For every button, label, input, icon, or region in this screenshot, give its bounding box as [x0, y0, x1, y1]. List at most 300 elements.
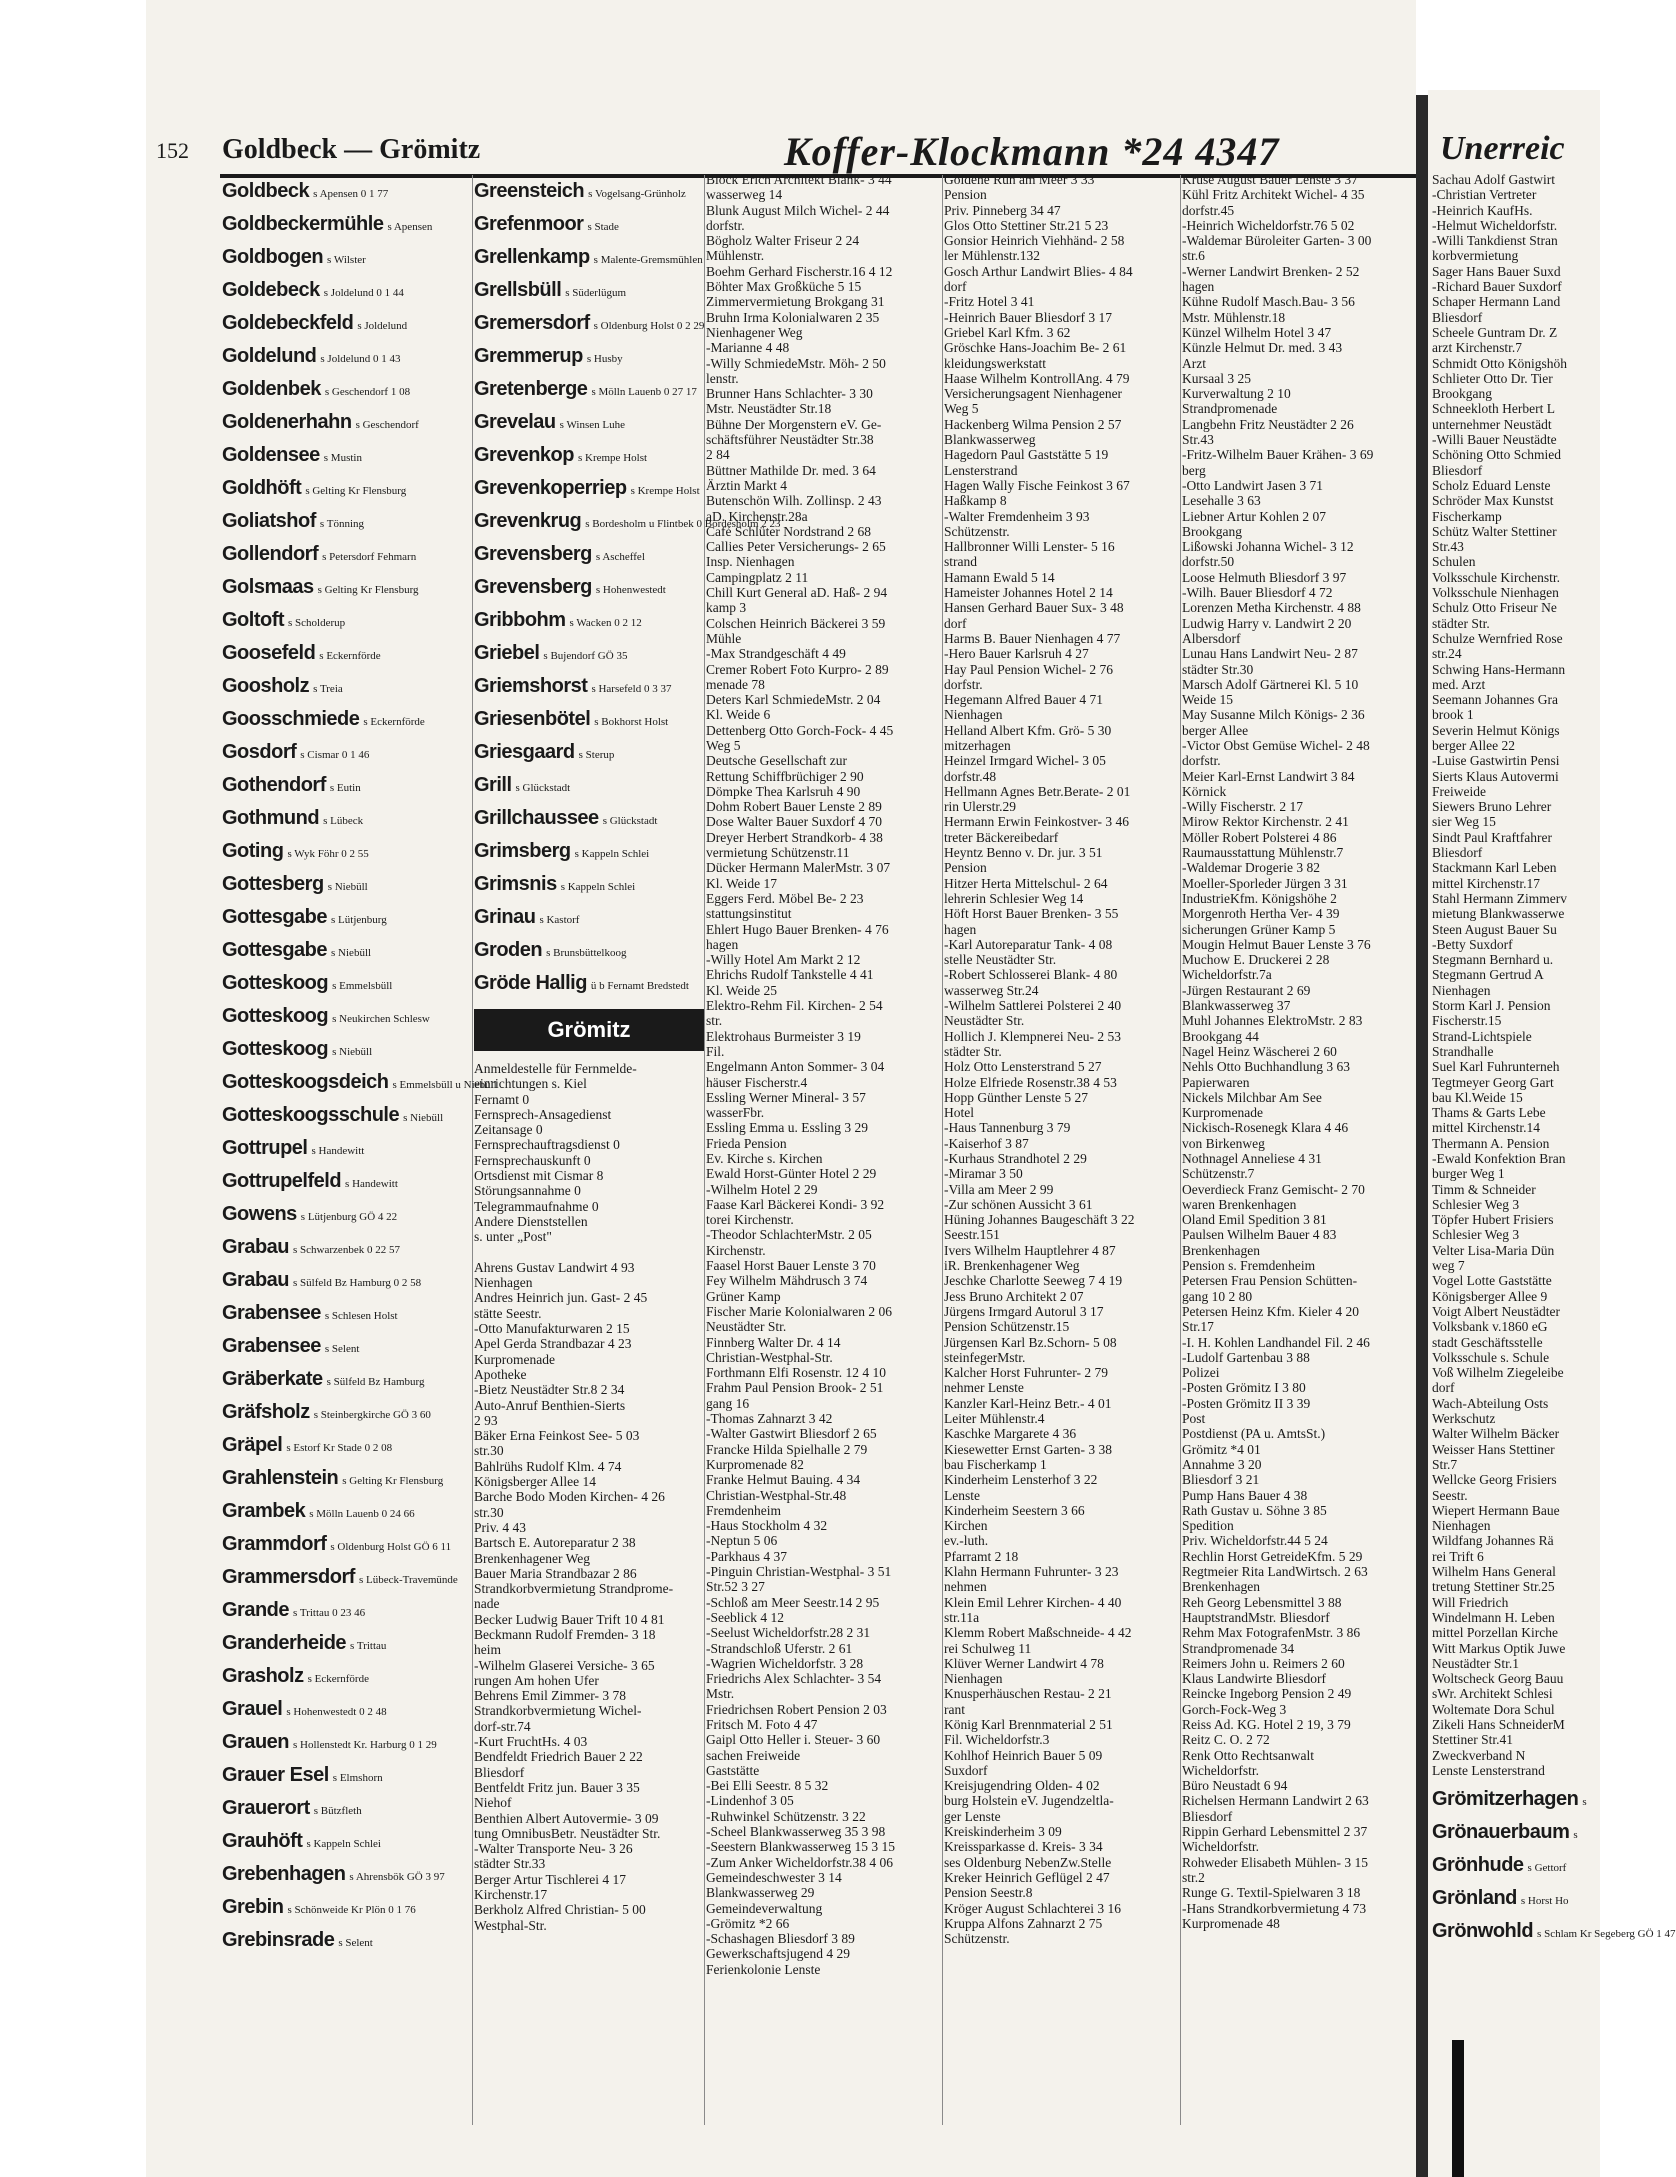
place-detail: s Malente-Gremsmühlen — [593, 254, 703, 266]
place-detail: s Hohenwestedt 0 2 48 — [286, 1706, 387, 1718]
listing-entry: Campingplatz 2 11 — [706, 569, 809, 585]
listing-entry: Bahlrühs Rudolf Klm. 4 74 — [474, 1458, 622, 1474]
place-entry — [222, 213, 472, 238]
place-name: Grevelau — [474, 411, 556, 433]
listing-entry: -Walter Fremdenheim 3 93 — [944, 508, 1090, 524]
listing-entry: Zeitansage 0 — [474, 1122, 543, 1138]
listing-entry: dorfstr. — [944, 676, 983, 692]
place-entry — [474, 774, 704, 799]
listing-entry: kleidungswerkstatt — [944, 355, 1046, 371]
listing-entry: stattungsinstitut — [706, 906, 792, 922]
place-name: Grasholz — [222, 1665, 304, 1687]
listing-entry: Seestr. — [1432, 1487, 1468, 1503]
listing-entry: str.30 — [474, 1504, 504, 1520]
place-entry — [222, 939, 472, 964]
listing-entry: berger Allee 22 — [1432, 737, 1515, 753]
listing-entry: waren Brenkenhagen — [1182, 1196, 1297, 1212]
place-name: Grinau — [474, 906, 536, 928]
listing-entry: -Christian Vertreter — [1432, 187, 1537, 203]
listing-entry: Eggers Ferd. Möbel Be- 2 23 — [706, 890, 864, 906]
place-name: Goltoft — [222, 609, 285, 631]
listing-entry: Deutsche Gesellschaft zur — [706, 753, 847, 769]
listing-entry: Zweckverband N — [1432, 1747, 1526, 1763]
listing-entry: Weg 5 — [706, 737, 741, 753]
listing-entry: -Schashagen Bliesdorf 3 89 — [706, 1931, 855, 1947]
listing-entry: -Bei Elli Seestr. 8 5 32 — [706, 1778, 829, 1794]
place-name: Grammdorf — [222, 1533, 327, 1555]
listing-entry: bau Kl.Weide 15 — [1432, 1089, 1523, 1105]
listing-entry: -Willy Hotel Am Markt 2 12 — [706, 952, 861, 968]
listing-entry: -Robert Schlosserei Blank- 4 80 — [944, 967, 1118, 983]
place-entry — [474, 279, 704, 304]
listing-entry: hagen — [1182, 279, 1215, 295]
listing-entry: Mirow Rektor Kirchenstr. 2 41 — [1182, 814, 1349, 830]
listing-entry: Essling Werner Mineral- 3 57 — [706, 1089, 866, 1105]
place-name: Gremmerup — [474, 345, 583, 367]
listing-entry: wasserweg Str.24 — [944, 982, 1039, 998]
listing-entry: Kurpromenade 48 — [1182, 1915, 1280, 1931]
listing-entry: Volksschule Kirchenstr. — [1432, 569, 1560, 585]
listing-entry: Cremer Robert Foto Kurpro- 2 89 — [706, 661, 889, 677]
listing-entry: -Posten Grömitz I 3 80 — [1182, 1380, 1306, 1396]
place-detail: s Oldenburg Holst 0 2 29 — [593, 320, 705, 332]
listing-entry: -Luise Gastwirtin Pensi — [1432, 753, 1560, 769]
place-name: Grimsnis — [474, 873, 557, 895]
listing-entry: -Ewald Konfektion Bran — [1432, 1151, 1566, 1166]
listing-entry: Seemann Johannes Gra — [1432, 692, 1558, 708]
listing-entry: Weisser Hans Stettiner — [1432, 1441, 1555, 1457]
listing-entry: Brenkenhagen — [1182, 1242, 1260, 1258]
place-name: Grevensberg — [474, 543, 592, 565]
listing-entry: Hamann Ewald 5 14 — [944, 569, 1055, 585]
listing-entry: -Willy Fischerstr. 2 17 — [1182, 799, 1303, 815]
listing-entry: Holze Elfriede Rosenstr.38 4 53 — [944, 1074, 1117, 1090]
listing-entry: Pension — [944, 187, 987, 203]
listing-entry: -Zur schönen Aussicht 3 61 — [944, 1196, 1093, 1212]
place-detail: s Lütjenburg — [331, 914, 387, 926]
listing-entry: Marsch Adolf Gärtnerei Kl. 5 10 — [1182, 676, 1359, 692]
place-detail: s Sterup — [578, 749, 615, 761]
listing-entry: Kaschke Margarete 4 36 — [944, 1426, 1077, 1442]
place-detail: s Tönning — [319, 518, 364, 530]
listing-entry: Francke Hilda Spielhalle 2 79 — [706, 1441, 868, 1457]
place-name: Grambek — [222, 1500, 306, 1522]
listing-entry: Ärztin Markt 4 — [706, 477, 787, 493]
listing-entry: Butenschön Wilh. Zollinsp. 2 43 — [706, 493, 882, 509]
listing-entry: dorf — [944, 615, 967, 631]
listing-entry: Post — [1182, 1411, 1206, 1427]
listing-entry: Jess Bruno Architekt 2 07 — [944, 1288, 1084, 1304]
listing-entry: städter Str.33 — [474, 1856, 546, 1872]
listing-entry: arzt Kirchenstr.7 — [1432, 340, 1522, 356]
place-entry — [474, 708, 704, 733]
listing-entry: Brookgang — [1432, 386, 1492, 402]
place-entry — [222, 1467, 472, 1492]
place-entry — [222, 444, 472, 469]
listing-entry: -Richard Bauer Suxdorf — [1432, 279, 1562, 295]
listing-entry: Hellmann Agnes Betr.Berate- 2 01 — [944, 783, 1131, 799]
listing-entry: Arzt — [1182, 355, 1206, 371]
listing-entry: Becker Ludwig Bauer Trift 10 4 81 — [474, 1611, 665, 1627]
listing-entry: Elektro-Rehm Fil. Kirchen- 2 54 — [706, 998, 883, 1014]
listing-entry: Mougin Helmut Bauer Lenste 3 76 — [1182, 936, 1371, 952]
listing-entry: Schlesier Weg 3 — [1432, 1196, 1520, 1212]
listing-entry: Beckmann Rudolf Fremden- 3 18 — [474, 1626, 656, 1642]
listing-entry: -Lindenhof 3 05 — [706, 1793, 794, 1809]
place-name: Grömitzerhagen — [1432, 1788, 1579, 1811]
place-name: Goliatshof — [222, 510, 316, 532]
listing-entry: sachen Freiweide — [706, 1747, 801, 1763]
listing-entry: Heyntz Benno v. Dr. jur. 3 51 — [944, 845, 1103, 861]
place-detail: s Niebüll — [403, 1112, 444, 1124]
listing-entry: Neustädter Str. — [944, 1013, 1025, 1029]
place-name: Gotteskoogsdeich — [222, 1071, 389, 1093]
listing-entry: Str.43 — [1432, 539, 1464, 555]
place-name: Grönauerbaum — [1432, 1821, 1570, 1844]
listing-entry: dorfstr. — [706, 217, 745, 233]
listing-entry: Klahn Hermann Fuhrunter- 3 23 — [944, 1564, 1119, 1580]
place-name: Gotteskoog — [222, 1038, 329, 1060]
place-entry — [222, 510, 472, 535]
listing-entry: städter Str.30 — [1182, 661, 1254, 677]
listing-entry: Kinderheim Seestern 3 66 — [944, 1502, 1085, 1518]
listing-entry: Dettenberg Otto Gorch-Fock- 4 45 — [706, 722, 894, 738]
listing-entry: Wellcke Georg Frisiers — [1432, 1472, 1557, 1488]
listing-entry: Paulsen Wilhelm Bauer 4 83 — [1182, 1227, 1337, 1243]
place-entry — [222, 642, 472, 667]
place-entry — [222, 1929, 472, 1954]
listing-entry: rei Trift 6 — [1432, 1548, 1484, 1564]
place-entry — [222, 1005, 472, 1030]
listing-entry: Wildfang Johannes Rä — [1432, 1533, 1554, 1549]
listing-entry: Lesehalle 3 63 — [1182, 493, 1261, 509]
place-name: Grabensee — [222, 1335, 321, 1357]
place-entry — [222, 1104, 472, 1129]
listing-entry: Grüner Kamp — [706, 1288, 781, 1304]
listing-entry: Helland Albert Kfm. Grö- 5 30 — [944, 722, 1112, 738]
listing-entry: Gewerkschaftsjugend 4 29 — [706, 1946, 850, 1962]
listing-entry: Böhter Max Großküche 5 15 — [706, 279, 862, 295]
listing-entry: Runge G. Textil-Spielwaren 3 18 — [1182, 1885, 1361, 1901]
place-name: Goldebeckfeld — [222, 312, 354, 334]
listing-entry: nehmer Lenste — [944, 1380, 1024, 1396]
listing-entry: Woltemate Dora Schul — [1432, 1701, 1555, 1717]
listing-entry: Stackmann Karl Leben — [1432, 860, 1557, 876]
listing-entry: Postdienst (PA u. AmtsSt.) — [1182, 1426, 1326, 1442]
listing-entry: Colschen Heinrich Bäckerei 3 59 — [706, 615, 886, 631]
listing-entry: Königsberger Allee 14 — [474, 1474, 596, 1490]
place-name: Gräpel — [222, 1434, 283, 1456]
listing-entry: Reiss Ad. KG. Hotel 2 19, 3 79 — [1182, 1716, 1351, 1732]
place-entry — [474, 576, 704, 601]
place-name: Goldelund — [222, 345, 317, 367]
header-advertisement: Koffer-Klockmann *24 4347 — [784, 129, 1280, 174]
place-name: Golsmaas — [222, 576, 314, 598]
place-name: Griesgaard — [474, 741, 575, 763]
listing-entry: gang 10 2 80 — [1182, 1288, 1253, 1304]
listing-entry: nehmen — [944, 1579, 987, 1595]
listing-entry: Pension Schützenstr.15 — [944, 1319, 1070, 1335]
listing-entry: einrichtungen s. Kiel — [474, 1076, 587, 1092]
place-entry — [222, 840, 472, 865]
place-detail: s Ascheffel — [595, 551, 645, 563]
listing-entry: med. Arzt — [1432, 676, 1486, 692]
listing-entry: Bliesdorf — [1432, 309, 1483, 325]
listing-entry: Renk Otto Rechtsanwalt — [1182, 1747, 1314, 1763]
listing-entry: stelle Neustädter Str. — [944, 952, 1057, 968]
listing-entry: Muchow E. Druckerei 2 28 — [1182, 952, 1330, 968]
place-detail: s Bordesholm u Flintbek 0 Bordesholm 2 23 — [585, 518, 781, 530]
listing-entry: Brenkenhagen — [1182, 1579, 1260, 1595]
place-detail: s Gelting Kr Flensburg — [305, 485, 407, 497]
place-entry — [222, 807, 472, 832]
listing-entry: Steen August Bauer Su — [1432, 921, 1557, 937]
listing-entry: wasserweg 14 — [706, 187, 783, 203]
listing-entry: Schaper Hermann Land — [1432, 294, 1561, 310]
place-name: Gowens — [222, 1203, 297, 1225]
place-entry — [222, 873, 472, 898]
listing-entry: Sindt Paul Kraftfahrer — [1432, 829, 1552, 845]
listing-entry: Faase Karl Bäckerei Kondi- 3 92 — [706, 1196, 885, 1212]
listing-entry: -Ruhwinkel Schützenstr. 3 22 — [706, 1808, 866, 1824]
listing-entry: Spedition — [1182, 1518, 1234, 1534]
listing-entry: Barche Bodo Moden Kirchen- 4 26 — [474, 1489, 665, 1505]
listing-entry: dorfstr.50 — [1182, 554, 1235, 570]
listing-entry: Faasel Horst Bauer Lenste 3 70 — [706, 1258, 876, 1274]
listing-entry: Woltscheck Georg Bauu — [1432, 1671, 1564, 1687]
listing-entry: Witt Markus Optik Juwe — [1432, 1640, 1566, 1656]
listing-entry: Pump Hans Bauer 4 38 — [1182, 1487, 1308, 1503]
listing-entry: Kurpromenade 82 — [706, 1456, 804, 1472]
place-entry — [222, 774, 472, 799]
listing-entry: ger Lenste — [944, 1808, 1001, 1824]
place-detail: s Schlesen Holst — [324, 1310, 398, 1322]
place-detail: s Trittau — [350, 1640, 387, 1652]
listing-entry: Mstr. — [706, 1686, 735, 1702]
place-name: Grill — [474, 774, 512, 796]
listing-entry: Rehm Max FotografenMstr. 3 86 — [1182, 1625, 1361, 1641]
listing-entry: häuser Fischerstr.4 — [706, 1074, 808, 1090]
place-detail: s Mustin — [323, 452, 362, 464]
place-entry — [222, 906, 472, 931]
listing-entry: Frahm Paul Pension Brook- 2 51 — [706, 1380, 884, 1396]
listing-entry: Höft Horst Bauer Brenken- 3 55 — [944, 906, 1119, 922]
listing-entry: Franke Helmut Bauing. 4 34 — [706, 1472, 861, 1488]
place-detail: s Krempe Holst — [577, 452, 648, 464]
listing-entry: menade 78 — [706, 676, 765, 692]
listing-entry: Voß Wilhelm Ziegeleibe — [1432, 1365, 1564, 1381]
listing-entry: Gonsior Heinrich Viehhänd- 2 58 — [944, 233, 1125, 249]
listing-entry: str.24 — [1432, 646, 1462, 662]
listing-entry: Harms B. Bauer Nienhagen 4 77 — [944, 630, 1121, 646]
place-detail: s Eutin — [329, 782, 361, 794]
place-name: Grevenkop — [474, 444, 574, 466]
listing-entry: dorfstr.48 — [944, 768, 997, 784]
column-divider — [704, 175, 705, 2125]
listing-entry: Ewald Horst-Günter Hotel 2 29 — [706, 1166, 877, 1182]
listing-entry: -Betty Suxdorf — [1432, 936, 1513, 952]
listing-entry — [474, 1245, 704, 1260]
listing-entry: Fernsprech-Ansagedienst — [474, 1106, 612, 1122]
place-detail: s Mölln Lauenb 0 27 17 — [591, 386, 697, 398]
listing-entry: Weide 15 — [1182, 692, 1234, 708]
listing-entry: Engelmann Anton Sommer- 3 04 — [706, 1059, 885, 1075]
listing-entry: mittel Kirchenstr.14 — [1432, 1120, 1540, 1136]
place-detail: s Eckernförde — [319, 650, 381, 662]
listing-entry: -Haus Tannenburg 3 79 — [944, 1120, 1071, 1136]
place-entry — [474, 477, 704, 502]
listing-entry: Annahme 3 20 — [1182, 1456, 1262, 1472]
listing-entry: Nagel Heinz Wäscherei 2 60 — [1182, 1043, 1337, 1059]
place-name: Grellenkamp — [474, 246, 590, 268]
listing-entry: str.6 — [1182, 248, 1205, 264]
place-name: Gottrupel — [222, 1137, 308, 1159]
listing-entry: dorf-str.74 — [474, 1718, 531, 1734]
listing-entry: weg 7 — [1432, 1258, 1465, 1274]
listing-entry: Nienhagen — [1432, 982, 1491, 998]
listing-entry: Stegmann Gertrud A — [1432, 967, 1544, 983]
listing-entry: lehrerin Schlesier Weg 14 — [944, 890, 1084, 906]
listing-entry: Rettung Schiffbrüchiger 2 90 — [706, 768, 864, 784]
listing-entry: -Otto Manufakturwaren 2 15 — [474, 1321, 630, 1337]
listing-entry: Albersdorf — [1182, 630, 1241, 646]
listing-entry: Kirchenstr. — [706, 1242, 766, 1258]
place-name: Granderheide — [222, 1632, 347, 1654]
listing-entry: -Waldemar Drogerie 3 82 — [1182, 860, 1320, 876]
listing-entry: -Wilhelm Glaserei Versiche- 3 65 — [474, 1657, 655, 1673]
place-entry — [222, 1698, 472, 1723]
listing-entry: Büttner Mathilde Dr. med. 3 64 — [706, 462, 876, 478]
listing-entry: Suxdorf — [944, 1762, 988, 1778]
place-detail: s Bujendorf GÖ 35 — [543, 650, 628, 662]
listing-entry: Wicheldorfstr. — [1182, 1762, 1260, 1778]
listing-entry: burg Holstein eV. Jugendzeltla- — [944, 1793, 1114, 1809]
listing-entry: sicherungen Grüner Kamp 5 — [1182, 921, 1336, 937]
place-entry — [1432, 1788, 1600, 1813]
place-detail: s Trittau 0 23 46 — [293, 1607, 366, 1619]
listing-entry: Priv. Wicheldorfstr.44 5 24 — [1182, 1533, 1328, 1549]
listing-entry: Hansen Gerhard Bauer Sux- 3 48 — [944, 600, 1124, 616]
listing-entry: steinfegerMstr. — [944, 1349, 1026, 1365]
listing-entry: Dreyer Herbert Strandkorb- 4 38 — [706, 829, 883, 845]
listing-entry: Friedrichsen Robert Pension 2 03 — [706, 1701, 887, 1717]
listing-entry: Zimmervermietung Brokgang 31 — [706, 294, 885, 310]
place-entry — [222, 1731, 472, 1756]
place-detail: s Kappeln Schlei — [306, 1838, 381, 1850]
place-entry — [474, 180, 704, 205]
place-entry — [222, 1665, 472, 1690]
listing-entry: Strandpromenade 34 — [1182, 1640, 1295, 1656]
listing-entry: Schulen — [1432, 554, 1476, 570]
place-detail: s Handewitt — [345, 1178, 398, 1190]
listing-entry: Nothnagel Anneliese 4 31 — [1182, 1151, 1322, 1166]
listing-entry: Gaipl Otto Heller i. Steuer- 3 60 — [706, 1732, 881, 1748]
listing-entry: Langbehn Fritz Neustädter 2 26 — [1182, 416, 1354, 432]
listing-entry: Regtmeier Rita LandWirtsch. 2 63 — [1182, 1564, 1368, 1580]
listing-entry: Gosch Arthur Landwirt Blies- 4 84 — [944, 263, 1133, 279]
listing-entry: Finnberg Walter Dr. 4 14 — [706, 1334, 841, 1350]
listing-entry: sier Weg 15 — [1432, 814, 1496, 830]
place-name: Grande — [222, 1599, 290, 1621]
listing-entry: Rechlin Horst GetreideKfm. 5 29 — [1182, 1548, 1363, 1564]
listing-entry: hagen — [944, 921, 977, 937]
place-entry — [474, 411, 704, 436]
listing-entry: Brunner Hans Schlachter- 3 30 — [706, 386, 873, 402]
listing-entry: gang 16 — [706, 1395, 750, 1411]
place-entry — [222, 675, 472, 700]
place-detail: s Stade — [587, 221, 619, 233]
listing-entry: wasserFbr. — [706, 1105, 765, 1121]
listing-entry: torei Kirchenstr. — [706, 1212, 794, 1228]
place-detail: s Winsen Luhe — [559, 419, 625, 431]
place-detail: s Husby — [586, 353, 623, 365]
listing-entry: -Villa am Meer 2 99 — [944, 1181, 1054, 1197]
listing-entry: Hallbronner Willi Lenster- 5 16 — [944, 539, 1115, 555]
listing-entry: Oeverdieck Franz Gemischt- 2 70 — [1182, 1181, 1365, 1197]
listing-entry: Pfarramt 2 18 — [944, 1548, 1019, 1564]
listing-entry: ler Mühlenstr.132 — [944, 248, 1040, 264]
listing-entry: Deters Karl SchmiedeMstr. 2 04 — [706, 692, 881, 708]
listing-entry: Benthien Albert Autovermie- 3 09 — [474, 1810, 659, 1826]
listing-entry: Strandkorbvermietung Wichel- — [474, 1703, 642, 1719]
place-detail: s Ahrensbök GÖ 3 97 — [349, 1871, 445, 1883]
listing-entry: Richelsen Hermann Landwirt 2 63 — [1182, 1793, 1369, 1809]
listing-entry: Bruhn Irma Kolonialwaren 2 35 — [706, 309, 880, 325]
listing-entry: rant — [944, 1701, 965, 1717]
listing-entry: Friedrichs Alex Schlachter- 3 54 — [706, 1671, 882, 1687]
listing-entry: Hopp Günther Lenste 5 27 — [944, 1089, 1088, 1105]
listing-entry: Haßkamp 8 — [944, 493, 1007, 509]
listing-entry: Bliesdorf 3 21 — [1182, 1472, 1260, 1488]
place-detail: s Mölln Lauenb 0 24 66 — [309, 1508, 415, 1520]
place-name: Grevensberg — [474, 576, 592, 598]
listing-entry: Moeller-Sporleder Jürgen 3 31 — [1182, 875, 1348, 891]
listing-entry: Nienhagen — [944, 1671, 1003, 1687]
place-entry — [222, 1302, 472, 1327]
listing-entry: Kirchen — [944, 1518, 988, 1534]
place-detail: s Joldelund 0 1 44 — [323, 287, 404, 299]
place-name: Gotteskoog — [222, 972, 329, 994]
place-entry — [222, 180, 472, 205]
listing-entry: Frieda Pension — [706, 1135, 787, 1151]
listing-entry: Klein Emil Lehrer Kirchen- 4 40 — [944, 1594, 1122, 1610]
listing-entry: Fernsprechauskunft 0 — [474, 1152, 591, 1168]
listing-entry: Sager Hans Bauer Suxd — [1432, 263, 1561, 279]
place-entry — [474, 741, 704, 766]
listing-entry: Klaus Landwirte Bliesdorf — [1182, 1671, 1326, 1687]
listing-entry: -Jürgen Restaurant 2 69 — [1182, 982, 1311, 998]
place-entry — [474, 213, 704, 238]
listing-entry: Schlesier Weg 3 — [1432, 1227, 1520, 1243]
place-name: Grevenkoperriep — [474, 477, 627, 499]
place-detail: s Hollenstedt Kr. Harburg 0 1 29 — [293, 1739, 437, 1751]
place-detail: s Glückstadt — [602, 815, 658, 827]
place-name: Griesenbötel — [474, 708, 591, 730]
listing-entry: Hegemann Alfred Bauer 4 71 — [944, 692, 1103, 708]
listing-entry: Jeschke Charlotte Seeweg 7 4 19 — [944, 1273, 1123, 1289]
listing-entry: Petersen Heinz Kfm. Kieler 4 20 — [1182, 1303, 1359, 1319]
listing-entry: Elektrohaus Burmeister 3 19 — [706, 1028, 861, 1044]
listing-entry: Blankwasserweg 37 — [1182, 998, 1291, 1014]
listing-entry: Bögholz Walter Friseur 2 24 — [706, 233, 860, 249]
listing-entry: -Kurhaus Strandhotel 2 29 — [944, 1151, 1087, 1166]
place-entry — [222, 543, 472, 568]
place-name: Goldenbek — [222, 378, 321, 400]
place-name: Goosefeld — [222, 642, 316, 664]
place-detail: s Geschendorf 1 08 — [324, 386, 411, 398]
listing-entry: Str.43 — [1182, 432, 1214, 448]
listing-entry: Storm Karl J. Pension — [1432, 998, 1551, 1014]
